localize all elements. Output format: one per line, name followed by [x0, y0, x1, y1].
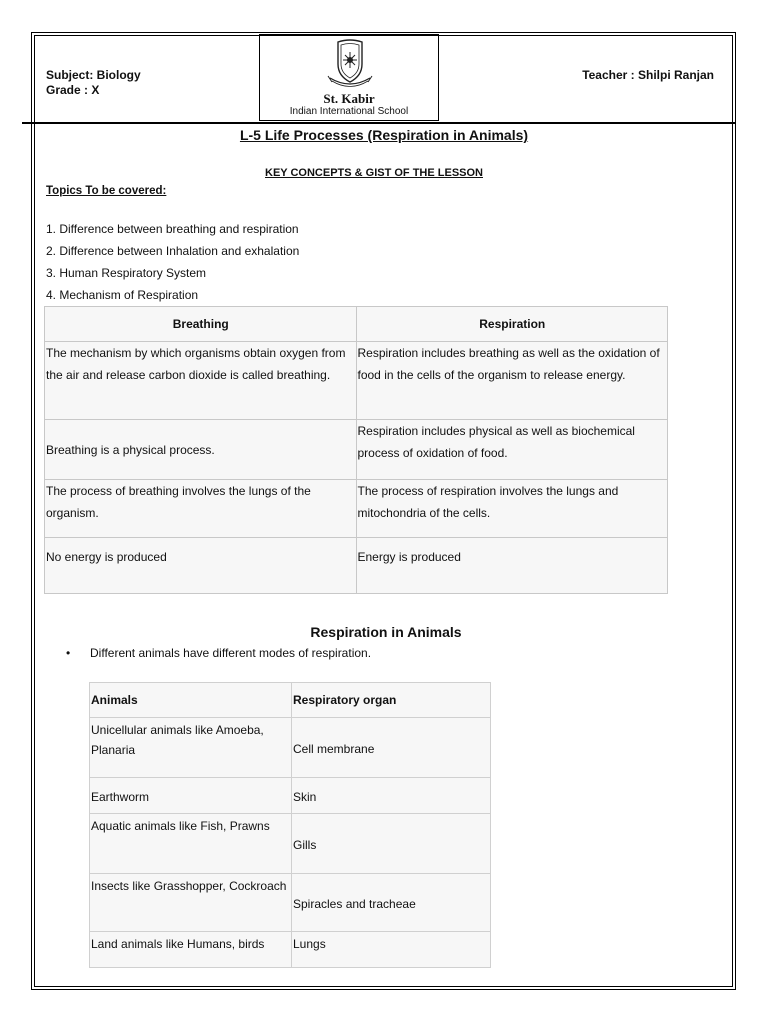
- table-cell: Breathing is a physical process.: [45, 420, 357, 480]
- table-header-row: [45, 307, 668, 342]
- table-row: [90, 778, 491, 814]
- table-row: [90, 932, 491, 968]
- table-cell: Aquatic animals like Fish, Prawns: [90, 814, 292, 874]
- table-cell: No energy is produced: [45, 538, 357, 594]
- table-row: [45, 538, 668, 594]
- topics-list: [46, 218, 299, 306]
- animals-table: [89, 682, 491, 968]
- table-row: [45, 342, 668, 420]
- subject-label: Subject: Biology: [46, 68, 141, 82]
- bullet-item: [66, 646, 371, 660]
- table-cell: Lungs: [292, 932, 491, 968]
- table-row: [90, 814, 491, 874]
- teacher-label: Teacher : Shilpi Ranjan: [582, 68, 714, 82]
- table-cell: Gills: [292, 814, 491, 874]
- table-row: [45, 480, 668, 538]
- column-header: Respiratory organ: [292, 683, 491, 718]
- school-subtitle: Indian International School: [289, 106, 409, 117]
- header-left: [46, 68, 141, 98]
- table-row: [90, 874, 491, 932]
- section-title: Respiration in Animals: [310, 624, 462, 640]
- topic-item: 3. Human Respiratory System: [46, 266, 207, 280]
- column-header: Respiration: [356, 307, 668, 342]
- table-cell: Energy is produced: [356, 538, 668, 594]
- lesson-title: L-5 Life Processes (Respiration in Animals): [239, 127, 529, 143]
- table-cell: Unicellular animals like Amoeba, Planaria: [90, 718, 292, 778]
- topic-item: 1. Difference between breathing and respiration: [46, 222, 299, 236]
- table-cell: Respiration includes breathing as well as the oxidation of food in the cells of the organism to release energy.: [356, 342, 668, 420]
- comparison-table: [44, 306, 668, 594]
- topic-item: 2. Difference between Inhalation and exhalation: [46, 244, 300, 258]
- table-header-row: [90, 683, 491, 718]
- table-cell: Insects like Grasshopper, Cockroach: [90, 874, 292, 932]
- table-cell: The process of breathing involves the lungs of the organism.: [45, 480, 357, 538]
- column-header: Animals: [90, 683, 292, 718]
- table-row: [45, 420, 668, 480]
- bullet-text: Different animals have different modes of respiration.: [90, 646, 372, 660]
- table-cell: The mechanism by which organisms obtain oxygen from the air and release carbon dioxide is called breathing.: [45, 342, 357, 420]
- table-cell: Spiracles and tracheae: [292, 874, 491, 932]
- grade-label: Grade : X: [46, 83, 100, 97]
- key-concepts-heading: KEY CONCEPTS & GIST OF THE LESSON: [265, 167, 483, 179]
- school-crest-icon: [322, 38, 378, 92]
- table-cell: Earthworm: [90, 778, 292, 814]
- school-name: St. Kabir: [323, 91, 375, 106]
- topics-heading: Topics To be covered:: [46, 185, 167, 197]
- table-cell: Respiration includes physical as well as biochemical process of oxidation of food.: [356, 420, 668, 480]
- table-row: [90, 718, 491, 778]
- table-cell: Land animals like Humans, birds: [90, 932, 292, 968]
- table-cell: Skin: [292, 778, 491, 814]
- header-rule: [22, 122, 736, 124]
- school-logo-box: [259, 34, 439, 121]
- table-cell: The process of respiration involves the lungs and mitochondria of the cells.: [356, 480, 668, 538]
- topic-item: 4. Mechanism of Respiration: [46, 288, 199, 302]
- column-header: Breathing: [45, 307, 357, 342]
- table-cell: Cell membrane: [292, 718, 491, 778]
- bullet-dot-icon: •: [66, 646, 71, 660]
